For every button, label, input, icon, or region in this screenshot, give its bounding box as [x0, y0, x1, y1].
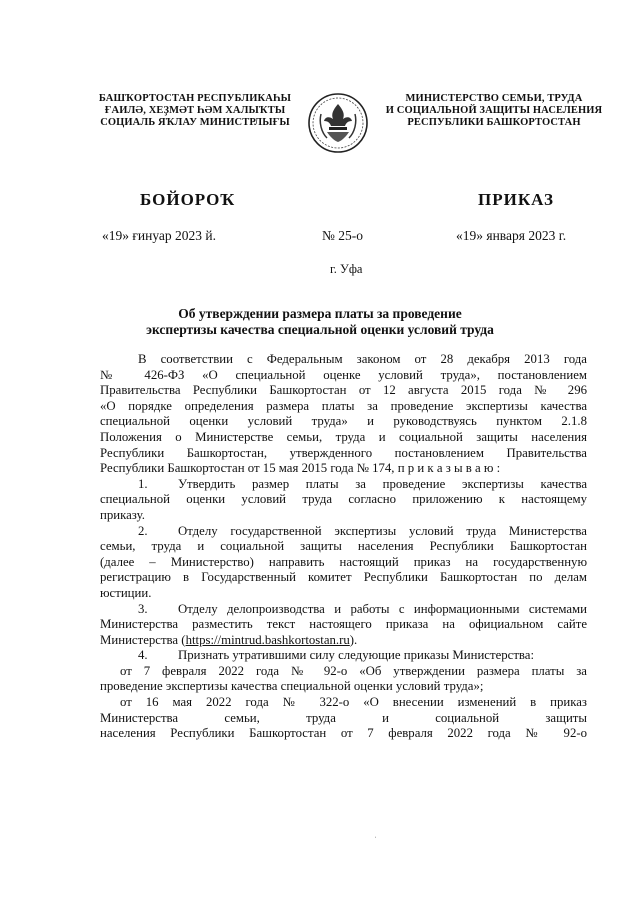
- item-line: специальной оценки условий труда согласно приложению к настоящему: [100, 492, 587, 507]
- order-number: № 25-о: [322, 228, 364, 243]
- link-prefix: Министерства (: [100, 632, 186, 647]
- item-text: Отделу государственной экспертизы условий труда Министерства: [178, 523, 587, 538]
- ministry-site-link[interactable]: https://mintrud.bashkortostan.ru: [185, 632, 350, 647]
- body-line: № 426-ФЗ «О специальной оценке условий труда», постановлением: [100, 367, 587, 382]
- body-line: «О порядке определения размера платы за проведение экспертизы качества: [100, 398, 587, 413]
- item-text: Отделу делопроизводства и работы с информационными системами: [178, 601, 587, 616]
- item-line: [100, 633, 587, 649]
- body-line: Правительства Республики Башкортостан от 12 августа 2015 года № 296: [100, 383, 587, 398]
- body-line: Республики Башкортостан от 15 мая 2015 года № 174, п р и к а з ы в а ю :: [100, 461, 501, 476]
- item-line: семьи, труда и социальной защиты населения Республики Башкортостан: [100, 539, 587, 554]
- item-number: 2.: [138, 523, 148, 538]
- order-heading: [100, 306, 540, 338]
- city: г. Уфа: [330, 262, 363, 276]
- item-line: [100, 602, 587, 618]
- date-russian: «19» января 2023 г.: [456, 228, 567, 243]
- coat-of-arms-icon: [307, 92, 369, 154]
- heading-line: экспертизы качества специальной оценки условий труда: [146, 322, 494, 337]
- header-right-line: И СОЦИАЛЬНОЙ ЗАЩИТЫ НАСЕЛЕНИЯ: [385, 105, 603, 116]
- item-number: 3.: [138, 601, 148, 616]
- title-russian: ПРИКАЗ: [478, 190, 554, 209]
- item-text: Признать утратившими силу следующие приказы Министерства:: [178, 648, 535, 663]
- scan-mark: ˌ: [374, 829, 377, 838]
- order-body: [100, 352, 587, 742]
- item-line: Министерства разместить текст настоящего приказа на официальном сайте: [100, 617, 587, 632]
- date-bashkir: «19» ғинуар 2023 й.: [102, 228, 217, 243]
- link-suffix: ).: [349, 632, 358, 647]
- header-left-line: ҒАИЛӘ, ХЕҘМӘТ ҺӘМ ХАЛЫҠТЫ: [104, 105, 286, 116]
- title-bashkir: БОЙОРОҠ: [140, 190, 236, 209]
- body-line: В соответствии с Федеральным законом от 28 декабря 2013 года: [138, 352, 587, 366]
- repealed-line: от 7 февраля 2022 года № 92-о «Об утверждении размера платы за: [120, 663, 587, 678]
- heading-line: Об утверждении размера платы за проведение: [178, 306, 462, 321]
- item-line: регистрацию в Государственный комитет Республики Башкортостан по делам: [100, 570, 587, 585]
- ministry-name-bashkir: [84, 93, 306, 129]
- body-line: Республики Башкортостан, утвержденного постановлением Правительства: [100, 445, 587, 460]
- item-line: [100, 477, 587, 493]
- item-line: [100, 524, 587, 540]
- body-line: Положения о Министерстве семьи, труда и социальной защиты населения: [100, 429, 587, 444]
- item-line: [100, 648, 587, 664]
- repealed-line: проведение экспертизы качества специальной оценки условий труда»;: [100, 679, 484, 694]
- item-line: юстиции.: [100, 585, 152, 600]
- item-number: 1.: [138, 476, 148, 491]
- ministry-name-russian: [383, 93, 605, 129]
- item-line: (далее – Министерство) направить настоящий приказ на государственную: [100, 554, 587, 569]
- repealed-line: от 16 мая 2022 года № 322-о «О внесении изменений в приказ: [120, 695, 587, 710]
- item-line: приказу.: [100, 507, 145, 522]
- repealed-line: Министерства семьи, труда и социальной защиты: [100, 710, 587, 725]
- header-left-line: СОЦИАЛЬ ЯҠЛАУ МИНИСТРЛЫҒЫ: [100, 117, 290, 128]
- body-line: специальной оценки условий труда» и руководствуясь пунктом 2.1.8: [100, 414, 587, 429]
- header-right-line: РЕСПУБЛИКИ БАШКОРТОСТАН: [407, 117, 581, 128]
- item-number: 4.: [138, 648, 148, 663]
- header-right-line: МИНИСТЕРСТВО СЕМЬИ, ТРУДА: [405, 93, 583, 104]
- repealed-line: населения Республики Башкортостан от 7 февраля 2022 года № 92-о: [100, 726, 587, 741]
- header-left-line: БАШҠОРТОСТАН РЕСПУБЛИКАҺЫ: [98, 93, 292, 104]
- item-text: Утвердить размер платы за проведение экспертизы качества: [178, 476, 587, 491]
